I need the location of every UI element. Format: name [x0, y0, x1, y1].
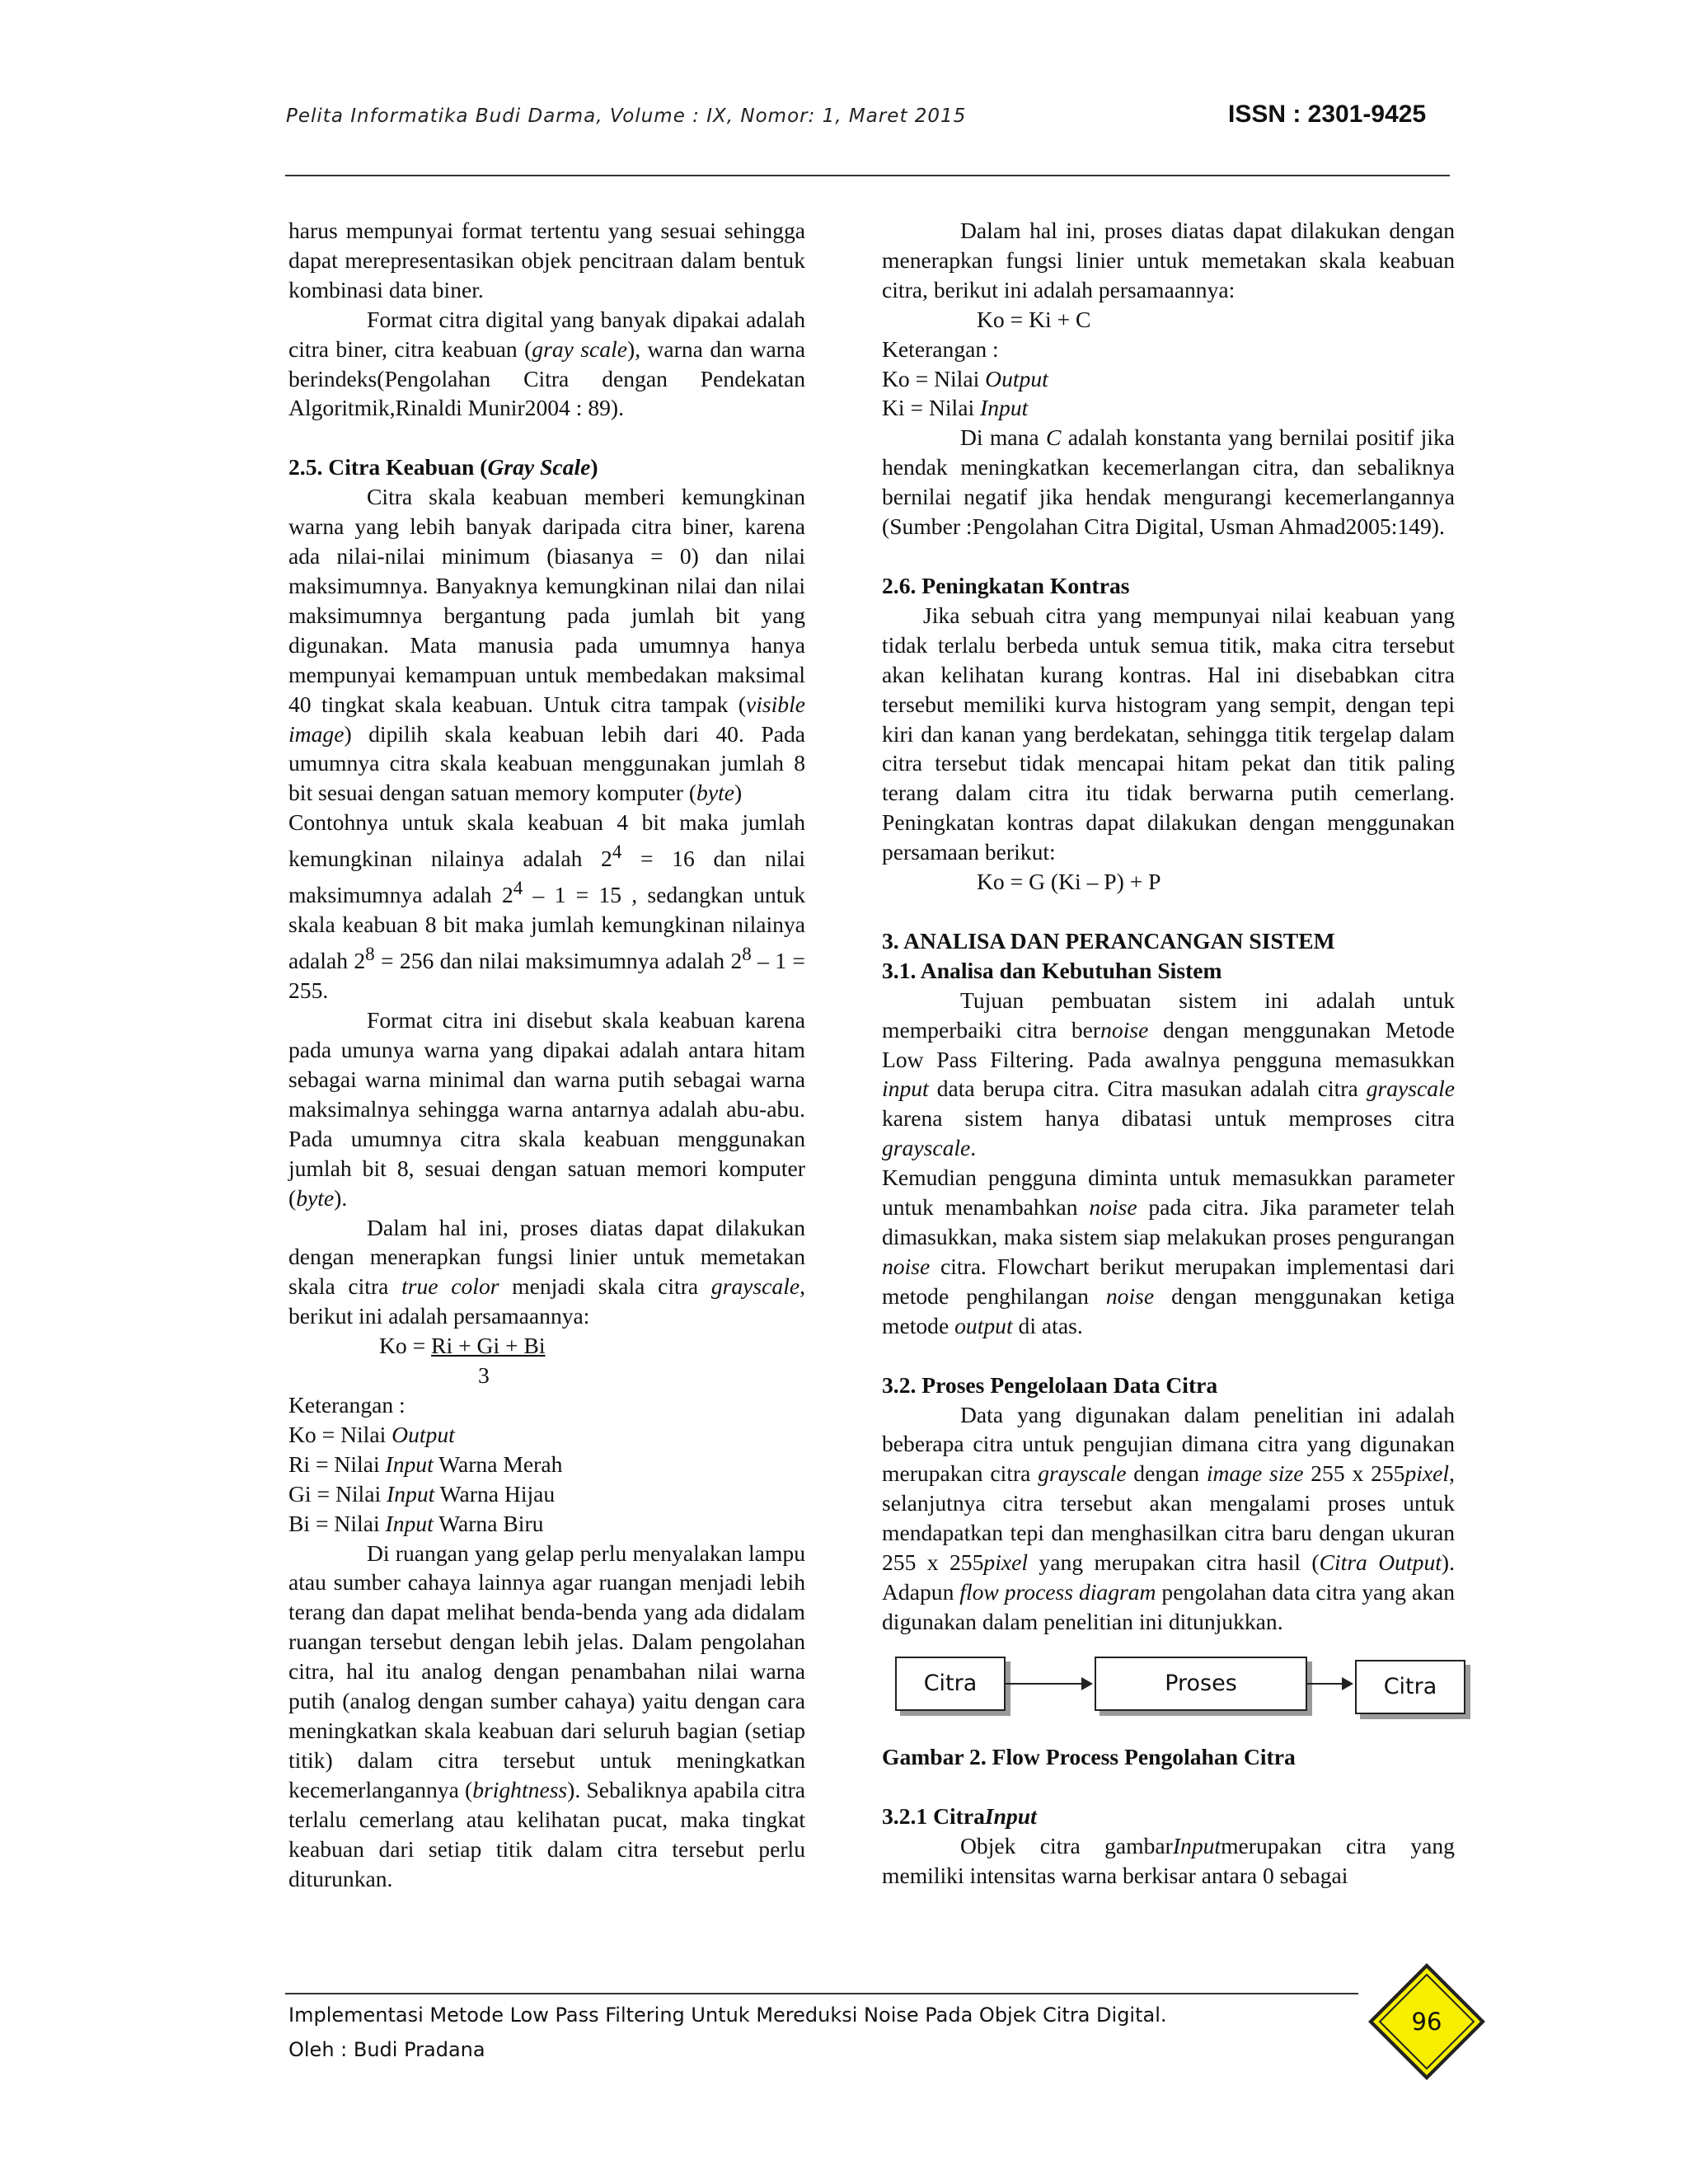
- footer-divider: [285, 1993, 1358, 1994]
- legend-item: Ko = Nilai Output: [882, 365, 1048, 391]
- issn-label: ISSN : 2301-9425: [1228, 101, 1427, 128]
- legend-item: Bi = Nilai Input Warna Biru: [288, 1510, 544, 1536]
- paragraph: Contohnya untuk skala keabuan 4 bit maka jumlah kemungkinan nilainya adalah $2^4 = 16$ dan nilai maksimumnya adalah $2^4 - 1 = 15$ , sedangkan untuk skala keabuan 8 bit maka jumlah kemungkinan nilainya adalah $2^8 = 256$ dan nilai maksimumnya adalah $2^8 - 1 = 255$.: [288, 809, 805, 1004]
- paragraph: Di mana C adalah konstanta yang bernilai positif jika hendak meningkatkan kecemerlangan citra, dan sebaliknya bernilai negatif jika hendak mengurangi kecemerlangannya (Sumber :Pengolahan Citra Digital, Usman Ahmad2005:149).: [882, 424, 1455, 540]
- flow-box-input: Citra: [895, 1657, 1006, 1711]
- paragraph: Dalam hal ini, proses diatas dapat dilakukan dengan menerapkan fungsi linier untuk memetakan skala keabuan citra, berikut ini adalah persamaannya:: [882, 218, 1455, 302]
- right-column: [882, 216, 1455, 1890]
- footer-title: Implementasi Metode Low Pass Filtering Untuk Mereduksi Noise Pada Objek Citra Digital.: [288, 2004, 1167, 2027]
- section-heading-3-2-1: 3.2.1 CitraInput: [882, 1802, 1037, 1829]
- paragraph: Jika sebuah citra yang mempunyai nilai keabuan yang tidak terlalu berbeda untuk semua titik, maka citra tersebut akan kelihatan kurang kontras. Hal ini disebabkan citra tersebut memiliki kurva histogram yang sempit, dengan tepi kiri dan kanan yang berdekatan, sehingga titik tergelap dalam citra tersebut tidak mencapai hitam pekat dan titik paling terang dalam citra itu tidak berwarna putih cemerlang. Peningkatan kontras dapat dilakukan dengan menggunakan persamaan berikut:: [882, 602, 1455, 865]
- paragraph: Format citra ini disebut skala keabuan karena pada umunya warna yang dipakai adalah antara hitam sebagai warna minimal dan warna putih sebagai warna maksimalnya sehingga warna antarnya adalah abu-abu. Pada umumnya citra skala keabuan menggunakan jumlah bit 8, sesuai dengan satuan memori komputer (byte).: [288, 1007, 805, 1211]
- figure-caption: Gambar 2. Flow Process Pengolahan Citra: [882, 1743, 1296, 1769]
- equation-denominator: 3: [478, 1362, 490, 1389]
- section-heading-3: 3. ANALISA DAN PERANCANGAN SISTEM: [882, 927, 1335, 954]
- section-heading-3-2: 3.2. Proses Pengelolaan Data Citra: [882, 1371, 1218, 1398]
- legend-item: Gi = Nilai Input Warna Hijau: [288, 1480, 556, 1507]
- page-number: 96: [1411, 2008, 1442, 2036]
- paragraph: Tujuan pembuatan sistem ini adalah untuk memperbaiki citra bernoise dengan menggunakan Metode Low Pass Filtering. Pada awalnya pengguna memasukkan input data berupa citra. Citra masukan adalah citra grayscale karena sistem hanya dibatasi untuk memproses citra grayscale.: [882, 987, 1455, 1161]
- footer: [288, 1998, 1167, 2067]
- equation-grayscale: Ko = Ri + Gi + Bi: [379, 1333, 546, 1359]
- legend-title: Keterangan :: [882, 335, 999, 362]
- equation-brightness: Ko = Ki + C: [977, 306, 1091, 332]
- section-heading-2-6: 2.6. Peningkatan Kontras: [882, 572, 1130, 598]
- flow-arrow: [1307, 1683, 1352, 1685]
- legend-item: Ko = Nilai Output: [288, 1421, 455, 1447]
- paragraph: Citra skala keabuan memberi kemungkinan warna yang lebih banyak daripada citra biner, karena ada nilai-nilai minimum (biasanya = 0) dan nilai maksimumnya. Banyaknya kemungkinan nilai dan nilai maksimumnya bergantung pada jumlah bit yang digunakan. Mata manusia pada umumnya hanya mempunyai kemampuan untuk membedakan maksimal 40 tingkat skala keabuan. Untuk citra tampak (visible image) dipilih skala keabuan lebih dari 40. Pada umumnya citra skala keabuan menggunakan jumlah 8 bit sesuai dengan satuan memory komputer (byte): [288, 484, 805, 806]
- paragraph: Kemudian pengguna diminta untuk memasukkan parameter untuk menambahkan noise pada citra. Jika parameter telah dimasukkan, maka sistem siap melakukan proses pengurangan noise citra. Flowchart berikut merupakan implementasi dari metode penghilangan noise dengan menggunakan ketiga metode output di atas.: [882, 1165, 1455, 1338]
- legend-item: Ri = Nilai Input Warna Merah: [288, 1451, 563, 1477]
- flow-box-output: Citra: [1355, 1660, 1465, 1714]
- section-heading-3-1: 3.1. Analisa dan Kebutuhan Sistem: [882, 957, 1222, 983]
- paragraph: Data yang digunakan dalam penelitian ini adalah beberapa citra untuk pengujian dimana citra yang digunakan merupakan citra grayscale dengan image size 255 x 255pixel, selanjutnya citra tersebut akan mengalami proses untuk mendapatkan tepi dan menghasilkan citra baru dengan ukuran 255 x 255pixel yang merupakan citra hasil (Citra Output). Adapun flow process diagram pengolahan data citra yang akan digunakan dalam penelitian ini ditunjukkan.: [882, 1401, 1455, 1634]
- flow-box-process: Proses: [1095, 1657, 1307, 1711]
- journal-header: Pelita Informatika Budi Darma, Volume : IX, Nomor: 1, Maret 2015: [286, 105, 967, 127]
- paragraph: Format citra digital yang banyak dipakai adalah citra biner, citra keabuan (gray scale), warna dan warna berindeks(Pengolahan Citra dengan Pendekatan Algoritmik,Rinaldi Munir2004 : 89).: [288, 306, 805, 421]
- flow-process-diagram: [882, 1645, 1455, 1742]
- equation-contrast: Ko = G (Ki – P) + P: [977, 869, 1161, 895]
- paragraph: Dalam hal ini, proses diatas dapat dilakukan dengan menerapkan fungsi linier untuk memetakan skala citra true color menjadi skala citra grayscale, berikut ini adalah persamaannya:: [288, 1214, 806, 1329]
- paragraph: Di ruangan yang gelap perlu menyalakan lampu atau sumber cahaya lainnya agar ruangan menjadi lebih terang dan dapat melihat benda-benda yang ada didalam ruangan tersebut dengan lebih jelas. Dalam pengolahan citra, hal itu analog dengan penambahan nilai warna putih (analog dengan sumber cahaya) yaitu dengan cara meningkatkan skala keabuan dari seluruh bagian (setiap titik) dalam citra tersebut untuk meningkatkan kecemerlangannya (brightness). Sebaliknya apabila citra terlalu cemerlang atau kelihatan pucat, maka tingkat keabuan dari setiap titik dalam citra tersebut perlu diturunkan.: [288, 1540, 806, 1891]
- legend-title: Keterangan :: [288, 1392, 406, 1418]
- section-heading-2-5: 2.5. Citra Keabuan (Gray Scale): [288, 454, 598, 480]
- footer-author: Oleh : Budi Pradana: [288, 2038, 485, 2061]
- paragraph: harus mempunyai format tertentu yang sesuai sehingga dapat merepresentasikan objek pencitraan dalam bentuk kombinasi data biner.: [288, 218, 805, 302]
- legend-item: Ki = Nilai Input: [882, 395, 1029, 421]
- left-column: [288, 216, 805, 1893]
- paragraph: Objek citra gambarInputmerupakan citra yang memiliki intensitas warna berkisar antara 0 sebagai: [882, 1832, 1455, 1888]
- header-divider: [285, 175, 1450, 176]
- flow-arrow: [1006, 1683, 1091, 1685]
